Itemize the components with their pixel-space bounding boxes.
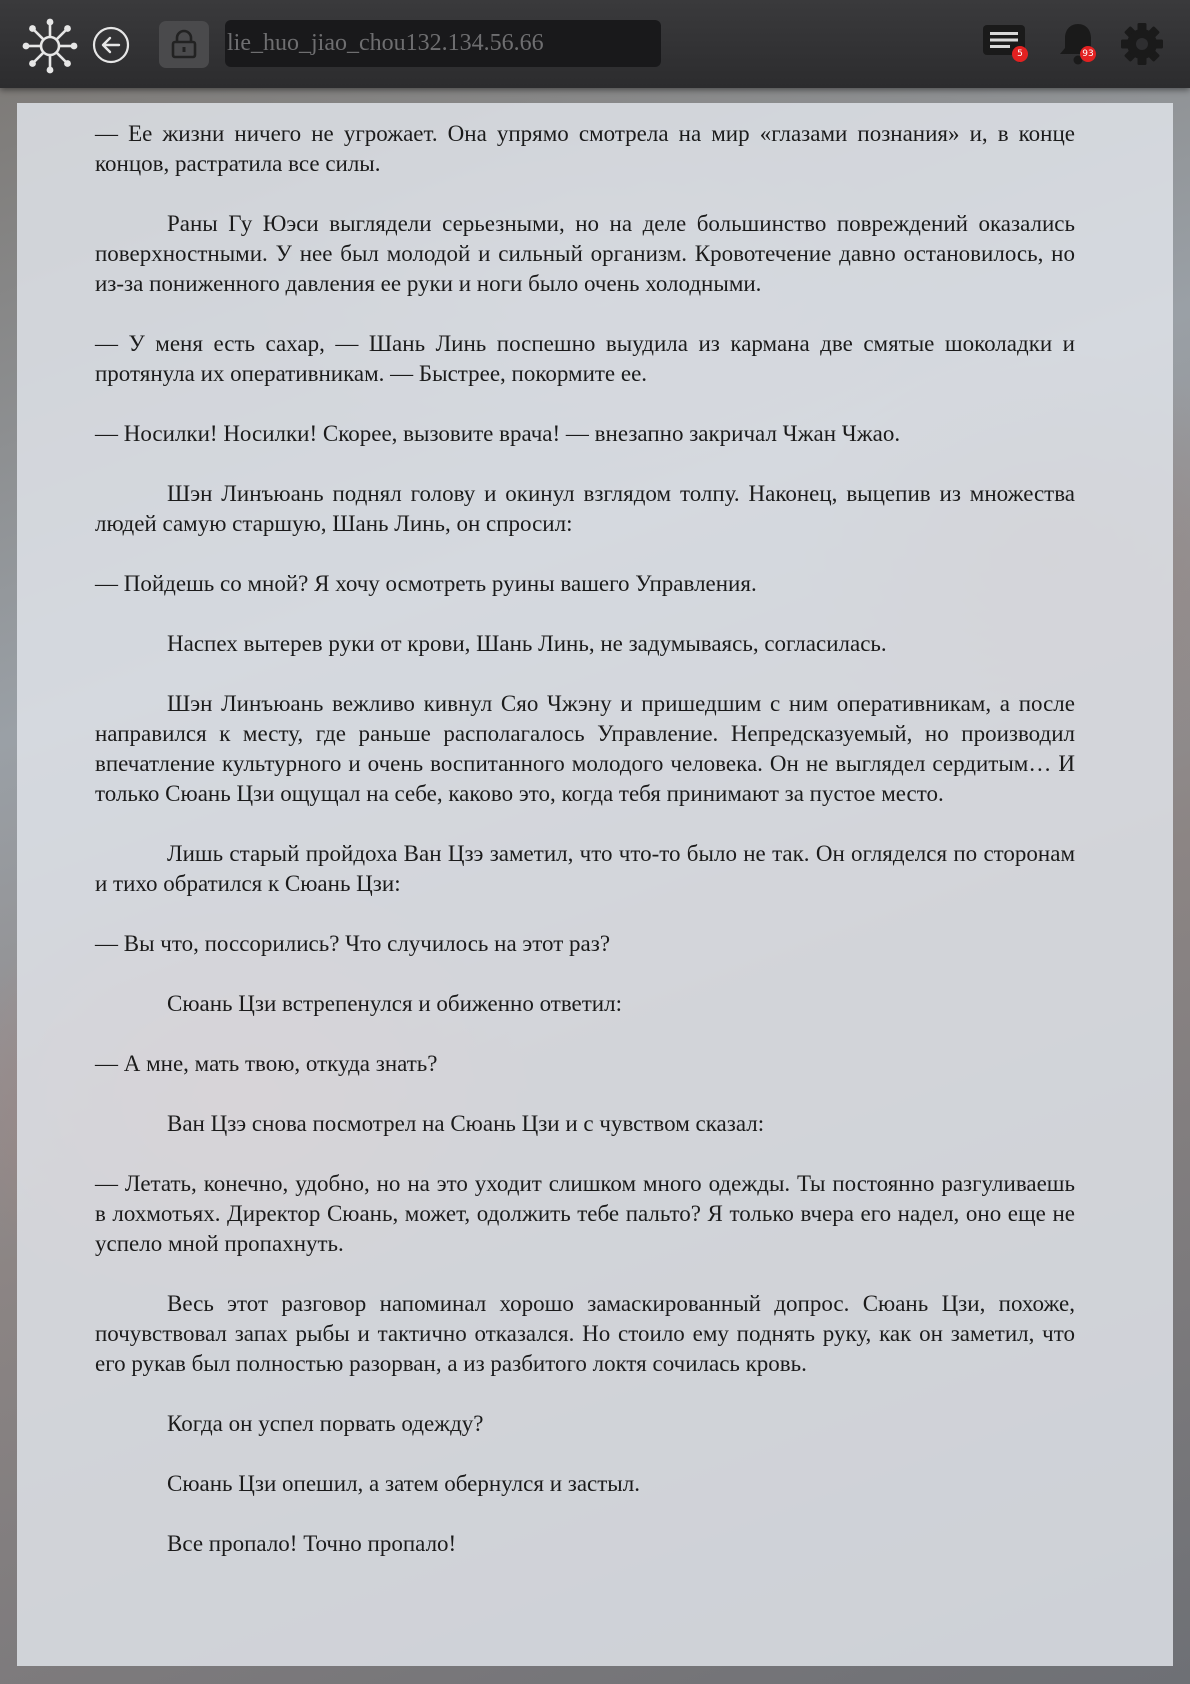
paragraph: — Вы что, поссорились? Что случилось на этот раз? (95, 931, 611, 956)
paragraph: Лишь старый пройдоха Ван Цзэ заметил, что что-то было не так. Он огляделся по сторонам и тихо обратился к Сюань Цзи: (95, 841, 1075, 896)
back-arrow-icon[interactable] (92, 26, 130, 64)
paragraph: Ван Цзэ снова посмотрел на Сюань Цзи и с чувством сказал: (167, 1111, 765, 1136)
lock-icon (170, 29, 198, 59)
gear-icon[interactable] (1120, 22, 1164, 66)
paragraph: Сюань Цзи опешил, а затем обернулся и застыл. (167, 1471, 640, 1496)
lock-button[interactable] (159, 21, 209, 68)
paragraph: Наспех вытерев руки от крови, Шань Линь, не задумываясь, согласилась. (167, 631, 887, 656)
paragraph: — Ее жизни ничего не угрожает. Она упрямо смотрела на мир «глазами познания» и, в конце концов, растратила все силы. (95, 121, 1075, 176)
paragraph: — А мне, мать твою, откуда знать? (95, 1051, 438, 1076)
top-toolbar (0, 0, 1190, 88)
notifications-count-badge: 93 (1080, 46, 1096, 62)
paragraph: Весь этот разговор напоминал хорошо замаскированный допрос. Сюань Цзи, похоже, почувствовал запах рыбы и тактично отказался. Но стоило ему поднять руку, как он заметил, что его рукав был полностью разорван, а из разбитого локтя сочилась кровь. (95, 1291, 1075, 1376)
paragraph: Раны Гу Юэси выглядели серьезными, но на деле большинство повреждений оказались поверхностными. У нее был молодой и сильный организм. Кровотечение давно остановилось, но из-за пониженного давления ее руки и ноги было очень холодными. (95, 211, 1075, 296)
network-hub-icon[interactable] (22, 18, 78, 74)
paragraph: Когда он успел порвать одежду? (167, 1411, 484, 1436)
address-input[interactable]: lie_huo_jiao_chou132.134.56.66 (225, 20, 661, 67)
paragraph: — У меня есть сахар, — Шань Линь поспешно выудила из кармана две смятые шоколадки и протянула их оперативникам. — Быстрее, покормите ее. (95, 331, 1075, 386)
messages-count-badge: 5 (1012, 46, 1028, 62)
paragraph: — Пойдешь со мной? Я хочу осмотреть руины вашего Управления. (95, 571, 757, 596)
paragraph: Все пропало! Точно пропало! (167, 1531, 457, 1556)
paragraph: — Летать, конечно, удобно, но на это уходит слишком много одежды. Ты постоянно разгуливаешь в лохмотьях. Директор Сюань, может, одолжить тебе пальто? Я только вчера его надел, оно еще не успело мной пропахнуть. (95, 1171, 1075, 1256)
chapter-text (95, 119, 1075, 1589)
paragraph: Шэн Линъюань вежливо кивнул Сяо Чжэну и пришедшим с ним оперативникам, а после направился к месту, где раньше располагалось Управление. Непредсказуемый, но производил впечатление культурного и очень воспитанного молодого человека. Он не выглядел сердитым… И только Сюань Цзи ощущал на себе, каково это, когда тебя принимают за пустое место. (95, 691, 1075, 806)
paragraph: Шэн Линъюань поднял голову и окинул взглядом толпу. Наконец, выцепив из множества людей самую старшую, Шань Линь, он спросил: (95, 481, 1075, 536)
paragraph: — Носилки! Носилки! Скорее, вызовите врача! — внезапно закричал Чжан Чжао. (95, 421, 901, 446)
paragraph: Сюань Цзи встрепенулся и обиженно ответил: (167, 991, 622, 1016)
